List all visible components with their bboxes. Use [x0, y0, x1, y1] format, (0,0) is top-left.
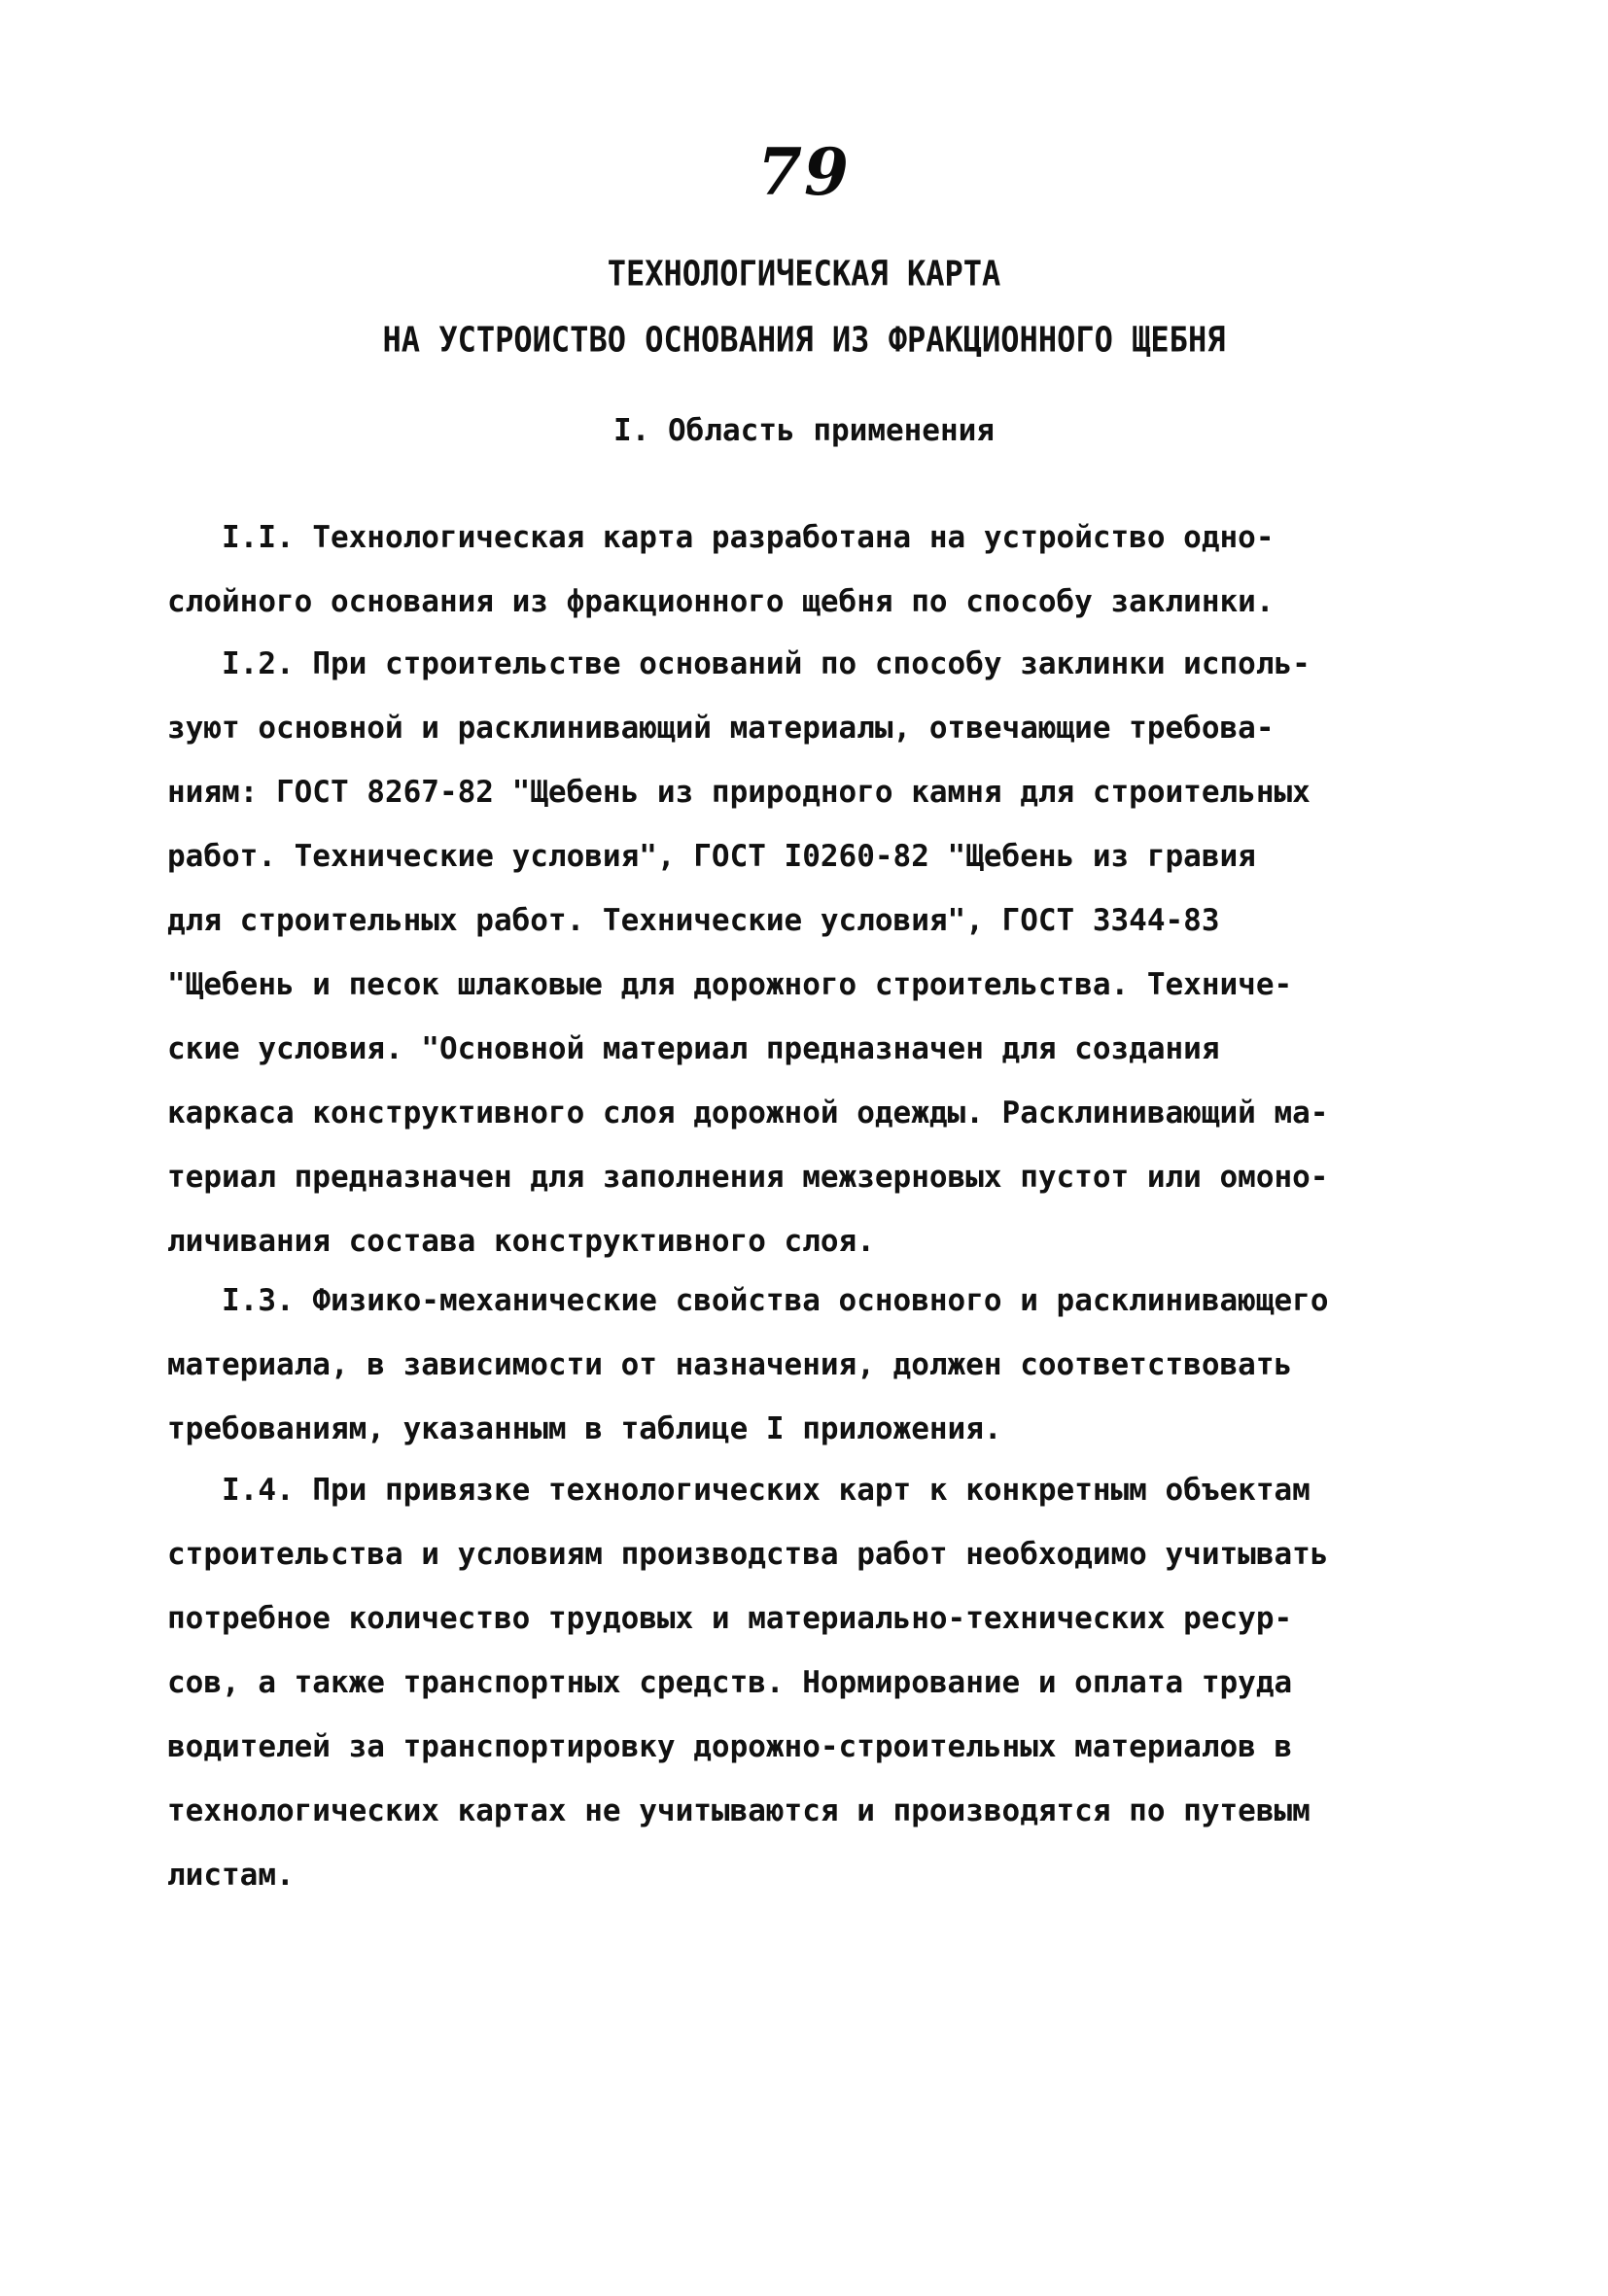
paragraph-line: личивания состава конструктивного слоя. — [167, 1224, 875, 1259]
paragraph-line: териал предназначен для заполнения межзерновых пустот или омоно- — [167, 1160, 1329, 1195]
paragraph-line: I.3. Физико-механические свойства основного и расклинивающего — [222, 1283, 1329, 1318]
page-number: 79 — [757, 134, 851, 210]
paragraph-line: I.2. При строительстве оснований по способу заклинки исполь- — [222, 646, 1311, 681]
paragraph-line: слойного основания из фракционного щебня по способу заклинки. — [167, 584, 1275, 619]
paragraph-line: потребное количество трудовых и материально-технических ресур- — [167, 1601, 1293, 1636]
paragraph-line: технологических картах не учитываются и производятся по путевым — [167, 1793, 1311, 1828]
paragraph-line: ниям: ГОСТ 8267-82 "Щебень из природного камня для строительных — [167, 775, 1311, 810]
paragraph-line: водителей за транспортировку дорожно-строительных материалов в — [167, 1729, 1293, 1764]
paragraph-line: листам. — [167, 1858, 295, 1893]
paragraph-1-3 — [167, 1269, 1441, 1461]
paragraph-line: сов, а также транспортных средств. Нормирование и оплата труда — [167, 1665, 1293, 1700]
section-heading: I. Область применения — [613, 413, 995, 448]
paragraph-line: каркаса конструктивного слоя дорожной одежды. Расклинивающий ма- — [167, 1096, 1329, 1131]
paragraph-line: материала, в зависимости от назначения, должен соответствовать — [167, 1347, 1293, 1382]
paragraph-line: "Щебень и песок шлаковые для дорожного строительства. Техниче- — [167, 967, 1293, 1002]
paragraph-line: I.I. Технологическая карта разработана на устройство одно- — [222, 520, 1275, 555]
paragraph-line: работ. Технические условия", ГОСТ I0260-82 "Щебень из гравия — [167, 839, 1256, 874]
paragraph-1-2 — [167, 632, 1441, 1273]
paragraph-line: зуют основной и расклинивающий материалы, отвечающие требова- — [167, 711, 1275, 746]
paragraph-line: ские условия. "Основной материал предназначен для создания — [167, 1031, 1220, 1066]
paragraph-line: строительства и условиям производства работ необходимо учитывать — [167, 1537, 1329, 1572]
paragraph-line: I.4. При привязке технологических карт к конкретным объектам — [222, 1473, 1311, 1508]
paragraph-1-4 — [167, 1458, 1441, 1907]
paragraph-1-1 — [167, 505, 1441, 634]
paragraph-line: для строительных работ. Технические условия", ГОСТ 3344-83 — [167, 903, 1220, 938]
paragraph-line: требованиям, указанным в таблице I приложения. — [167, 1411, 1002, 1446]
document-title-line-2: НА УСТРОИСТВО ОСНОВАНИЯ ИЗ ФРАКЦИОННОГО ЩЕБНЯ — [382, 318, 1226, 361]
document-title-line-1: ТЕХНОЛОГИЧЕСКАЯ КАРТА — [607, 252, 1001, 295]
